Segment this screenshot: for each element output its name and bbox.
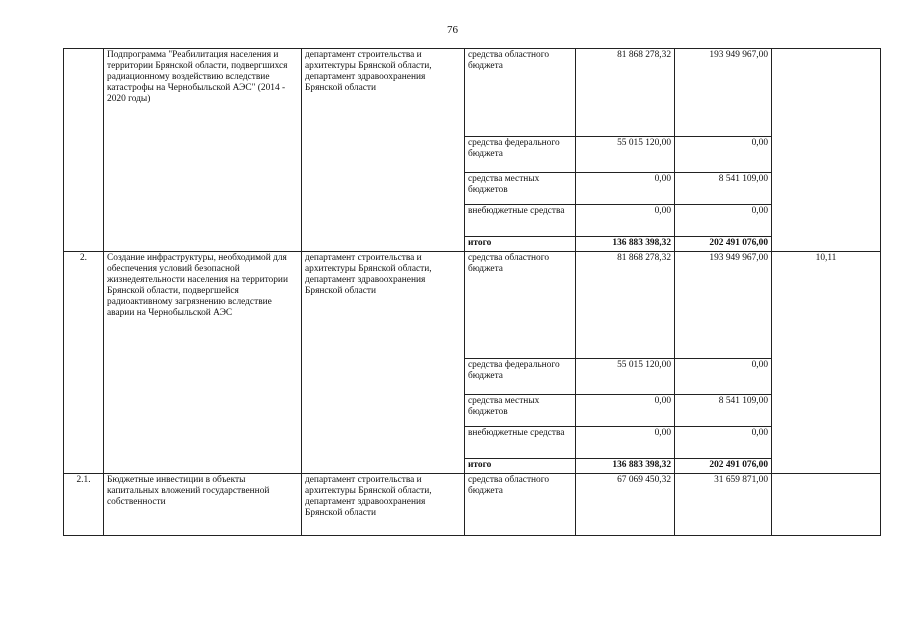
funding-source: средства местных бюджетов <box>465 173 576 205</box>
activity-name: Бюджетные инвестиции в объекты капитальных вложений государственной собственности <box>104 474 302 536</box>
row-number-cell <box>64 49 104 252</box>
amount-cell: 193 949 967,00 <box>675 49 772 137</box>
total-amount-cell: 136 883 398,32 <box>576 237 675 252</box>
indicator-cell: 10,11 <box>772 252 881 474</box>
funding-source-total: итого <box>465 459 576 474</box>
amount-cell: 8 541 109,00 <box>675 173 772 205</box>
amount-cell: 0,00 <box>675 427 772 459</box>
amount-cell: 0,00 <box>675 359 772 395</box>
page-number: 76 <box>447 24 458 36</box>
amount-cell: 0,00 <box>576 427 675 459</box>
executor-cell: департамент строительства и архитектуры Брянской области, департамент здравоохранения Брянской области <box>302 252 465 474</box>
total-amount-cell: 202 491 076,00 <box>675 459 772 474</box>
total-amount-cell: 136 883 398,32 <box>576 459 675 474</box>
total-amount-cell: 202 491 076,00 <box>675 237 772 252</box>
amount-cell: 193 949 967,00 <box>675 252 772 359</box>
program-table <box>63 48 881 536</box>
subprogram-name: Подпрограмма "Реабилитация населения и территории Брянской области, подвергшихся радиационному воздействию вследствие катастрофы на Чернобыльской АЭС" (2014 - 2020 годы) <box>104 49 302 252</box>
executor-cell: департамент строительства и архитектуры Брянской области, департамент здравоохранения Брянской области <box>302 49 465 252</box>
amount-cell: 0,00 <box>576 395 675 427</box>
amount-cell: 67 069 450,32 <box>576 474 675 536</box>
amount-cell: 0,00 <box>576 205 675 237</box>
funding-source: средства федерального бюджета <box>465 359 576 395</box>
activity-name: Создание инфраструктуры, необходимой для обеспечения условий безопасной жизнедеятельности населения на территории Брянской области, подвергшейся радиоактивному загрязнению вследствие аварии на Чернобыльской АЭС <box>104 252 302 474</box>
amount-cell: 81 868 278,32 <box>576 252 675 359</box>
funding-source: средства областного бюджета <box>465 49 576 137</box>
table-row <box>64 49 881 137</box>
row-number-cell: 2. <box>64 252 104 474</box>
table-row <box>64 252 881 359</box>
amount-cell: 0,00 <box>675 137 772 173</box>
funding-source: средства местных бюджетов <box>465 395 576 427</box>
amount-cell: 8 541 109,00 <box>675 395 772 427</box>
funding-source-total: итого <box>465 237 576 252</box>
indicator-cell <box>772 49 881 252</box>
funding-source: внебюджетные средства <box>465 205 576 237</box>
amount-cell: 31 659 871,00 <box>675 474 772 536</box>
funding-source: средства областного бюджета <box>465 474 576 536</box>
table-row <box>64 474 881 536</box>
amount-cell: 81 868 278,32 <box>576 49 675 137</box>
amount-cell: 55 015 120,00 <box>576 137 675 173</box>
amount-cell: 0,00 <box>576 173 675 205</box>
row-number-cell: 2.1. <box>64 474 104 536</box>
funding-source: средства областного бюджета <box>465 252 576 359</box>
executor-cell: департамент строительства и архитектуры Брянской области, департамент здравоохранения Брянской области <box>302 474 465 536</box>
funding-source: внебюджетные средства <box>465 427 576 459</box>
indicator-cell <box>772 474 881 536</box>
amount-cell: 55 015 120,00 <box>576 359 675 395</box>
funding-source: средства федерального бюджета <box>465 137 576 173</box>
amount-cell: 0,00 <box>675 205 772 237</box>
